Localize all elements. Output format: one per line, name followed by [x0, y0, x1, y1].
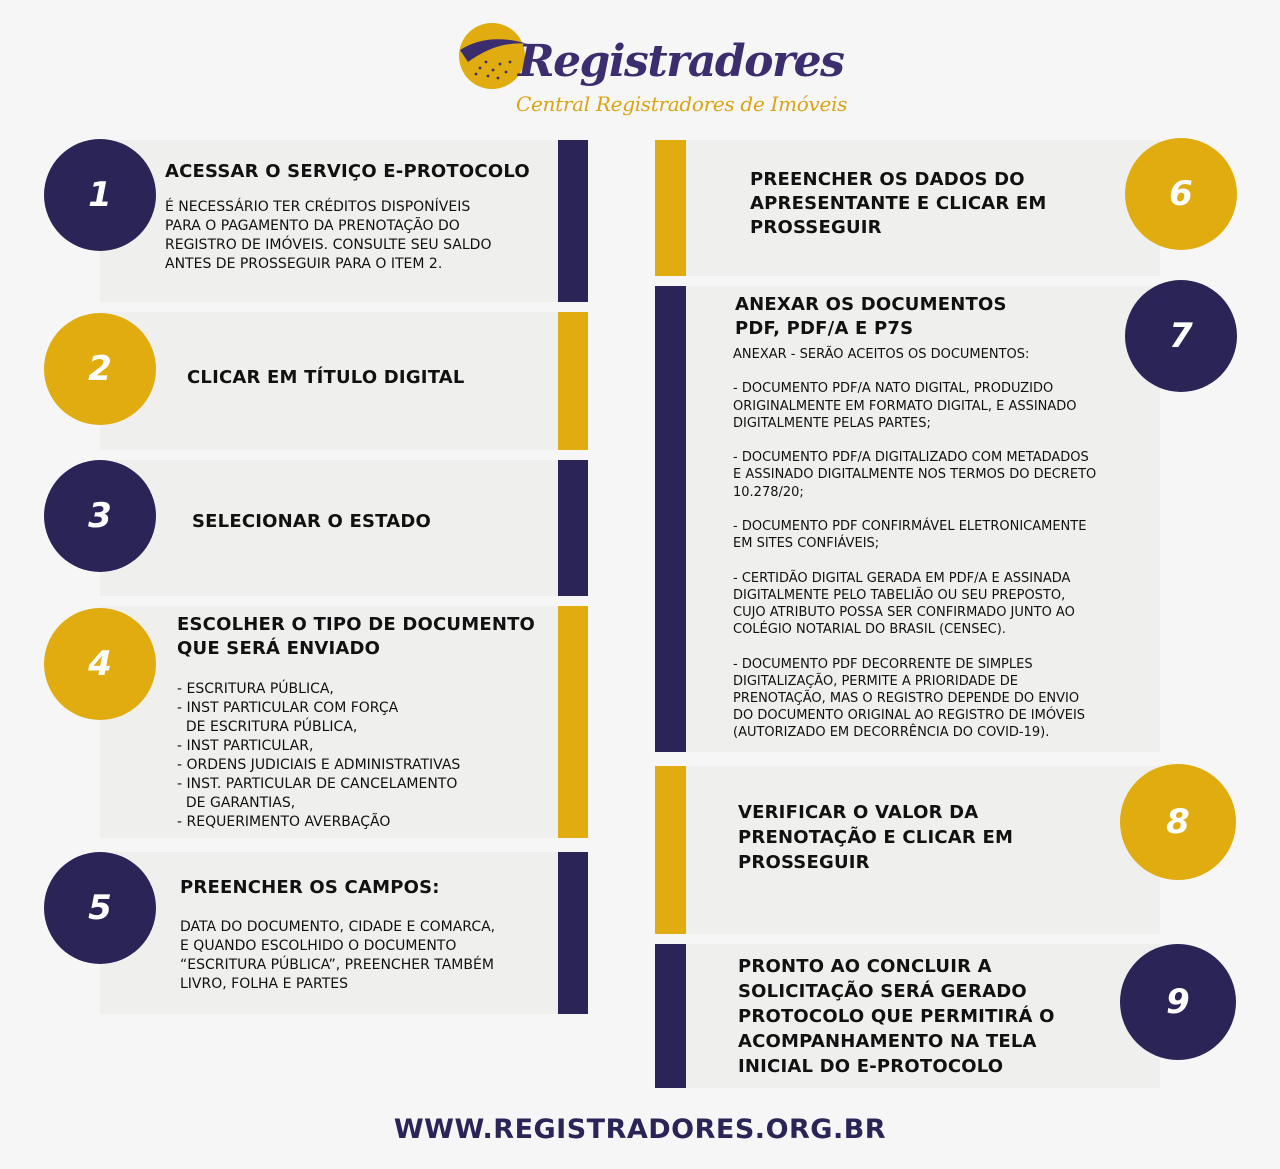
step-1-title: ACESSAR O SERVIÇO E-PROTOCOLO [165, 161, 530, 182]
step-3-title: SELECIONAR O ESTADO [192, 511, 432, 532]
step-6-bar [655, 140, 686, 276]
step-1-number: 1 [44, 139, 156, 251]
brand-subtitle: Central Registradores de Imóveis [516, 92, 848, 116]
step-1-body: É NECESSÁRIO TER CRÉDITOS DISPONÍVEIS PARA O PAGAMENTO DA PRENOTAÇÃO DO REGISTRO DE IMÓVEIS. CONSULTE SEU SALDO ANTES DE PROSSEGUIR PARA O ITEM 2. [165, 199, 492, 272]
step-7-body: ANEXAR - SERÃO ACEITOS OS DOCUMENTOS: - DOCUMENTO PDF/A NATO DIGITAL, PRODUZIDO ORIGINALMENTE EM FORMATO DIGITAL, E ASSINADO DIGITALMENTE PELAS PARTES; - DOCUMENTO PDF/A DIGITALIZADO COM METADADOS E ASSINADO DIGITALMENTE NOS TERMOS DO DECRETO 10.278/20; - DOCUMENTO PDF CONFIRMÁVEL ELETRONICAMENTE EM SITES CONFIÁVEIS; - CERTIDÃO DIGITAL GERADA EM PDF/A E ASSINADA DIGITALMENTE PELO TABELIÃO OU SEU PREPOSTO, CUJO ATRIBUTO POSSA SER CONFIRMADO JUNTO AO COLÉGIO NOTARIAL DO BRASIL (CENSEC). - DOCUMENTO PDF DECORRENTE DE SIMPLES DIGITALIZAÇÃO, PERMITE A PRIORIDADE DE PRENOTAÇÃO, MAS O REGISTRO DEPENDE DO ENVIO DO DOCUMENTO ORIGINAL AO REGISTRO DE IMÓVEIS (AUTORIZADO EM DECORRÊNCIA DO COVID-19). [733, 347, 1097, 741]
step-4-body: - ESCRITURA PÚBLICA, - INST PARTICULAR COM FORÇA DE ESCRITURA PÚBLICA, - INST PARTICULAR, - ORDENS JUDICIAIS E ADMINISTRATIVAS - INST. PARTICULAR DE CANCELAMENTO DE GARANTIAS, - REQUERIMENTO AVERBAÇÃO [177, 681, 461, 830]
brand-name: Registradores [518, 36, 844, 87]
step-7-bar [655, 286, 686, 752]
step-5-body: DATA DO DOCUMENTO, CIDADE E COMARCA, E QUANDO ESCOLHIDO O DOCUMENTO “ESCRITURA PÚBLICA”, PREENCHER TAMBÉM LIVRO, FOLHA E PARTES [180, 919, 496, 992]
step-9-title: PRONTO AO CONCLUIR A SOLICITAÇÃO SERÁ GERADO PROTOCOLO QUE PERMITIRÁ O ACOMPANHAMENTO NA TELA INICIAL DO E-PROTOCOLO [738, 956, 1055, 1077]
step-4-number: 4 [44, 608, 156, 720]
step-8-number: 8 [1120, 764, 1236, 880]
step-6-title: PREENCHER OS DADOS DO APRESENTANTE E CLICAR EM PROSSEGUIR [750, 169, 1047, 238]
step-9-bar [655, 944, 686, 1088]
step-2-title: CLICAR EM TÍTULO DIGITAL [187, 367, 465, 388]
step-4-bar [558, 606, 588, 838]
step-6-number: 6 [1125, 138, 1237, 250]
step-3-bar [558, 460, 588, 596]
step-7-number: 7 [1125, 280, 1237, 392]
step-8-bar [655, 766, 686, 934]
step-1-bar [558, 140, 588, 302]
footer-url[interactable]: WWW.REGISTRADORES.ORG.BR [393, 1114, 887, 1145]
step-8-title: VERIFICAR O VALOR DA PRENOTAÇÃO E CLICAR EM PROSSEGUIR [738, 802, 1014, 873]
step-3-number: 3 [44, 460, 156, 572]
step-2-bar [558, 312, 588, 450]
step-5-title: PREENCHER OS CAMPOS: [180, 877, 440, 898]
step-9-number: 9 [1120, 944, 1236, 1060]
step-4-title: ESCOLHER O TIPO DE DOCUMENTO QUE SERÁ ENVIADO [177, 614, 536, 659]
step-2-number: 2 [44, 313, 156, 425]
step-7-title: ANEXAR OS DOCUMENTOS PDF, PDF/A E P7S [735, 294, 1007, 339]
step-5-bar [558, 852, 588, 1014]
step-5-number: 5 [44, 852, 156, 964]
